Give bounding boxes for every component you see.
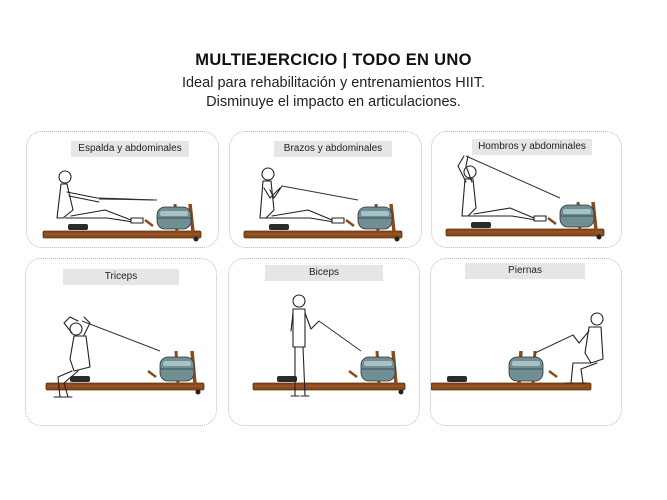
pull-cord: [535, 335, 573, 353]
rowing-machine-illustration: [432, 132, 622, 248]
exercise-label: Brazos y abdominales: [274, 141, 392, 157]
pull-cord: [466, 156, 560, 198]
exercise-label: Hombros y abdominales: [472, 139, 592, 155]
exercise-card-espalda: [26, 131, 219, 248]
person-figure: [291, 295, 319, 396]
rowing-machine: [431, 351, 591, 390]
pull-cord: [82, 321, 160, 351]
exercise-label: Espalda y abdominales: [71, 141, 189, 157]
person-figure: [565, 313, 603, 383]
exercise-card-biceps: [228, 258, 420, 426]
exercise-label: Piernas: [465, 263, 585, 279]
rowing-machine: [253, 351, 405, 395]
rowing-machine-illustration: [229, 259, 420, 426]
page-title: MULTIEJERCICIO | TODO EN UNO: [195, 51, 472, 69]
rowing-machine-illustration: [230, 132, 422, 248]
exercise-label: Biceps: [265, 265, 383, 281]
pull-cord: [99, 199, 157, 200]
pull-cord: [282, 186, 358, 200]
person-figure: [57, 171, 155, 223]
rowing-machine-illustration: [26, 259, 217, 426]
pull-cord: [319, 321, 361, 351]
exercise-label: Triceps: [63, 269, 179, 285]
subtitle-line-2: Disminuye el impacto en articulaciones.: [206, 94, 461, 110]
exercise-card-hombros: [431, 131, 622, 248]
person-figure: [458, 156, 546, 221]
rowing-machine-illustration: [27, 132, 219, 248]
exercise-card-triceps: [25, 258, 217, 426]
subtitle-line-1: Ideal para rehabilitación y entrenamientos HIIT.: [181, 75, 486, 91]
rowing-machine-illustration: [431, 259, 622, 426]
exercise-card-piernas: [430, 258, 622, 426]
exercise-card-brazos: [229, 131, 422, 248]
